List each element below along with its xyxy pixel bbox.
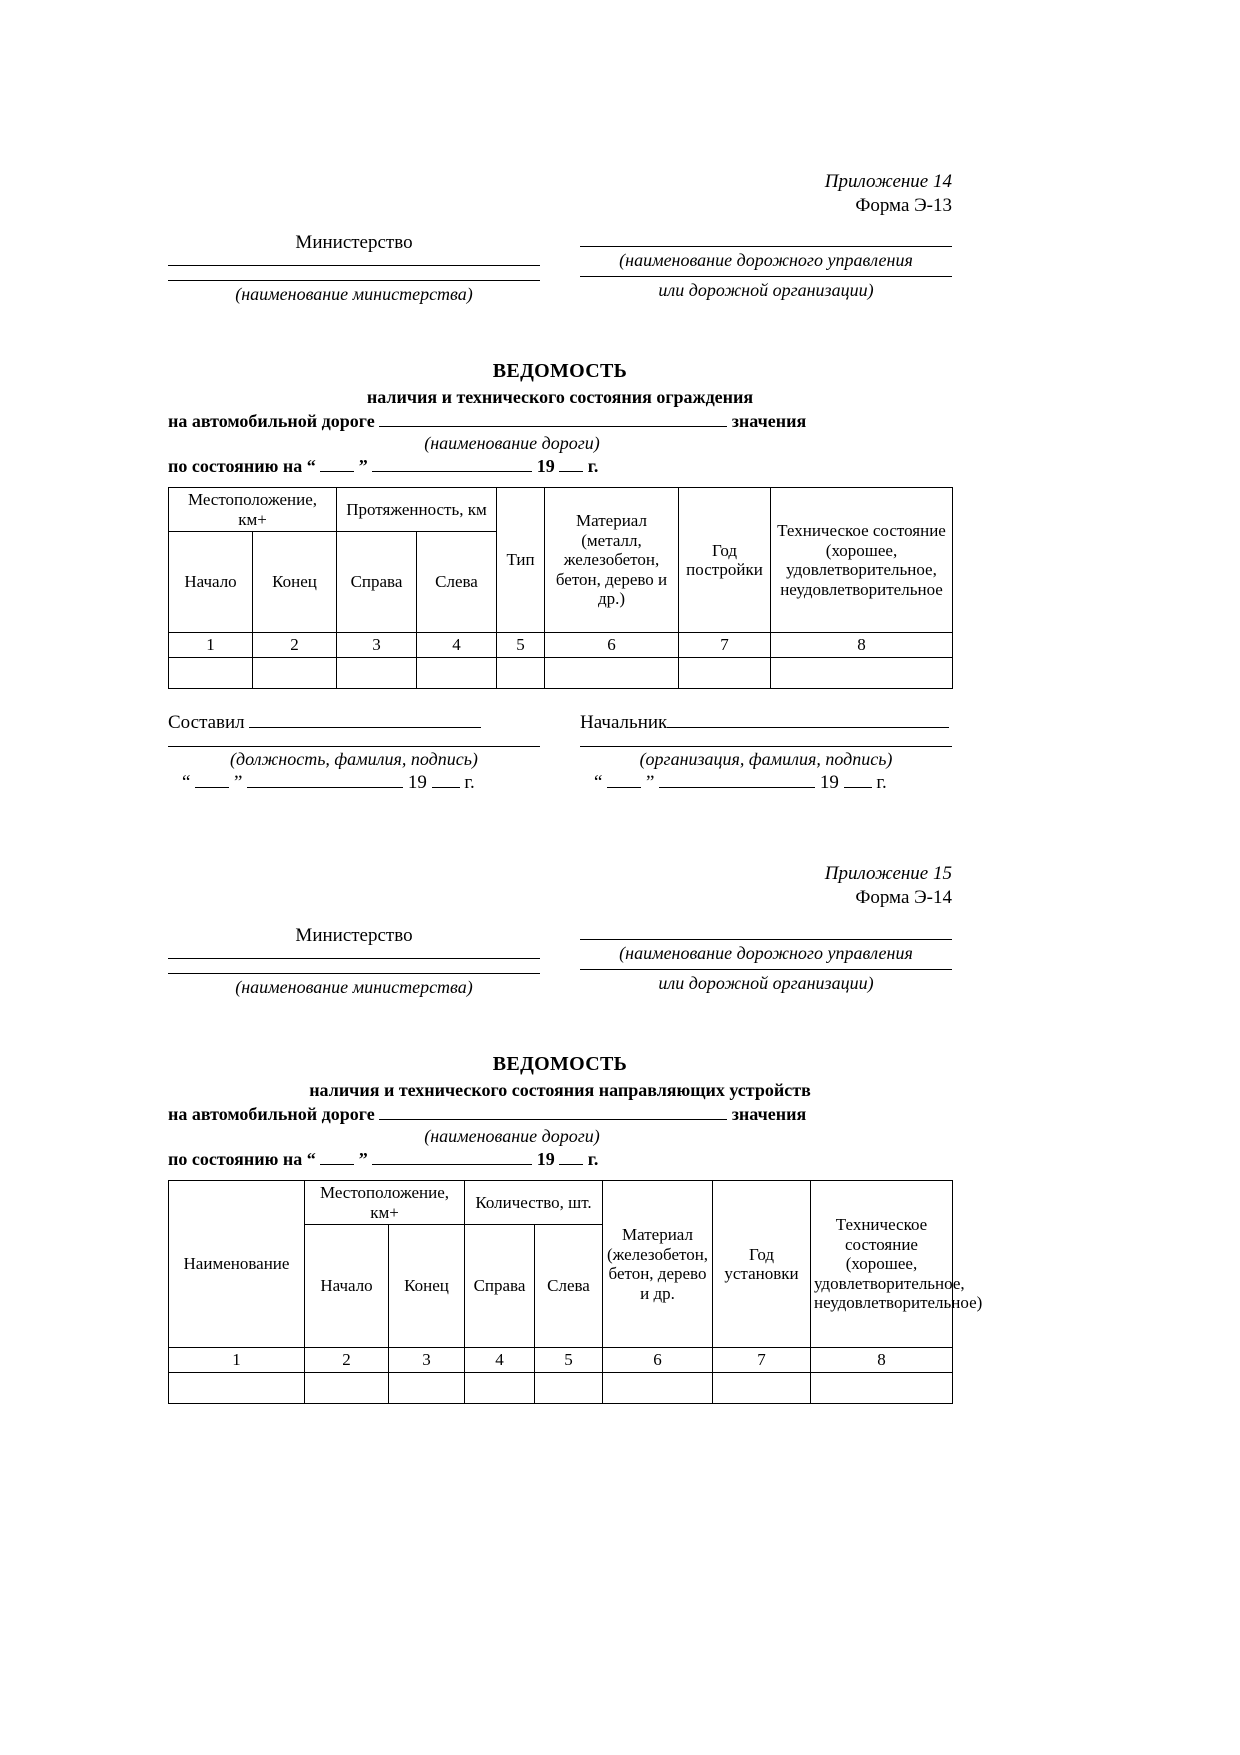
date-close-quote: ” [645, 772, 655, 793]
compiler-day-input[interactable] [195, 772, 229, 788]
header-right-2: Справа [465, 1225, 535, 1348]
header-condition-2: Техническое состояние (хорошее, удовлетворительное, неудовлетворительное) [811, 1181, 953, 1348]
chief-label: Начальник [580, 712, 668, 733]
form-number-2: Форма Э-14 [855, 887, 952, 909]
road-name-caption-2: (наименование дороги) [424, 1126, 600, 1146]
road-name-line-2 [168, 1104, 952, 1125]
date-open-quote: “ [594, 772, 603, 793]
table-cell[interactable] [305, 1373, 389, 1404]
state-year-suffix-1: г. [587, 456, 599, 476]
signature-block-1 [168, 712, 952, 794]
state-prefix-label-2: по состоянию на “ [168, 1149, 316, 1169]
compiler-date-line [168, 770, 540, 794]
table-cell[interactable] [389, 1373, 465, 1404]
header-material-1: Материал (металл, железобетон, бетон, дерево и др.) [545, 488, 679, 633]
state-month-input-1[interactable] [372, 456, 532, 472]
col-number: 1 [169, 633, 253, 658]
road-suffix-label-2: значения [731, 1104, 807, 1124]
guiding-devices-inventory-table [168, 1180, 983, 1404]
road-prefix-label-2: на автомобильной дороге [168, 1104, 375, 1124]
col-number: 2 [305, 1348, 389, 1373]
col-number: 8 [771, 633, 953, 658]
compiler-line [168, 712, 540, 734]
ministry-rule-top-1 [168, 265, 540, 266]
state-date-line-1 [168, 456, 952, 477]
road-name-line-1 [168, 411, 952, 432]
table-cell[interactable] [337, 658, 417, 689]
authority-caption-line2-2: или дорожной организации) [658, 972, 874, 993]
table-cell[interactable] [713, 1373, 811, 1404]
road-authority-column-1 [580, 232, 952, 301]
col-number: 5 [535, 1348, 603, 1373]
chief-day-input[interactable] [607, 772, 641, 788]
road-authority-column-2 [580, 925, 952, 994]
header-build-year-1: Год постройки [679, 488, 771, 633]
table-header-row-group-1 [169, 488, 953, 532]
table-number-row-1 [169, 633, 953, 658]
ministry-rule-top-2 [168, 958, 540, 959]
header-start-2: Начало [305, 1225, 389, 1348]
col-number: 3 [337, 633, 417, 658]
state-day-input-1[interactable] [320, 456, 354, 472]
table-cell[interactable] [771, 658, 953, 689]
state-date-line-2 [168, 1149, 952, 1170]
road-name-input-2[interactable] [379, 1104, 727, 1120]
col-number: 8 [811, 1348, 953, 1373]
header-end-2: Конец [389, 1225, 465, 1348]
title-block-1 [168, 360, 952, 477]
state-year-input-1[interactable] [559, 456, 583, 472]
chief-year-input[interactable] [844, 772, 872, 788]
compiler-month-input[interactable] [247, 772, 403, 788]
col-number: 6 [603, 1348, 713, 1373]
header-location-1: Местоположение, км+ [169, 488, 337, 532]
ministry-label-1: Министерство [295, 232, 413, 253]
col-number: 7 [713, 1348, 811, 1373]
chief-date-line [580, 770, 952, 794]
appendix-block-1 [168, 170, 952, 219]
header-start-1: Начало [169, 532, 253, 633]
table-row[interactable] [169, 658, 953, 689]
state-quote-close-2: ” [358, 1149, 368, 1169]
header-end-1: Конец [253, 532, 337, 633]
table-cell[interactable] [811, 1373, 953, 1404]
date-open-quote: “ [182, 772, 191, 793]
table-cell[interactable] [545, 658, 679, 689]
ministry-column-2 [168, 925, 540, 999]
table-number-row-2 [169, 1348, 953, 1373]
table-cell[interactable] [603, 1373, 713, 1404]
chief-line [580, 712, 952, 734]
state-year-input-2[interactable] [559, 1149, 583, 1165]
state-day-input-2[interactable] [320, 1149, 354, 1165]
fence-inventory-table [168, 487, 953, 689]
table-wrapper-1 [168, 487, 952, 689]
table-cell[interactable] [465, 1373, 535, 1404]
col-number: 6 [545, 633, 679, 658]
title-block-2 [168, 1053, 952, 1170]
document-subtitle-2: наличия и технического состояния направляющих устройств [309, 1080, 811, 1100]
header-install-year-2: Год установки [713, 1181, 811, 1348]
signature-compiler-column [168, 712, 540, 794]
org-header-2 [168, 925, 952, 999]
col-number: 2 [253, 633, 337, 658]
header-location-2: Местоположение, км+ [305, 1181, 465, 1225]
appendix-block-2 [168, 862, 952, 911]
table-header-row-group-2 [169, 1181, 953, 1225]
table-cell[interactable] [253, 658, 337, 689]
chief-caption: (организация, фамилия, подпись) [639, 749, 893, 769]
col-number: 3 [389, 1348, 465, 1373]
form-number-1: Форма Э-13 [855, 195, 952, 217]
signature-chief-column [580, 712, 952, 794]
col-number: 4 [417, 633, 497, 658]
document-subtitle-1: наличия и технического состояния ограждения [366, 387, 754, 407]
state-prefix-label-1: по состоянию на “ [168, 456, 316, 476]
col-number: 7 [679, 633, 771, 658]
appendix-number-1: Приложение 14 [824, 171, 952, 192]
authority-caption-line1-2: (наименование дорожного управления [619, 943, 913, 963]
col-number: 1 [169, 1348, 305, 1373]
road-suffix-label-1: значения [731, 411, 807, 431]
state-year-suffix-2: г. [587, 1149, 599, 1169]
state-year-label-1: 19 [536, 456, 555, 476]
table-cell[interactable] [417, 658, 497, 689]
col-number: 4 [465, 1348, 535, 1373]
state-quote-close-1: ” [358, 456, 368, 476]
chief-month-input[interactable] [659, 772, 815, 788]
compiler-label: Составил [168, 712, 245, 733]
header-quantity-2: Количество, шт. [465, 1181, 603, 1225]
authority-caption-line2-1: или дорожной организации) [658, 279, 874, 300]
header-type-1: Тип [497, 488, 545, 633]
compiler-year-label: 19 [407, 772, 427, 793]
road-prefix-label-1: на автомобильной дороге [168, 411, 375, 431]
header-material-2: Материал (железобетон, бетон, дерево и др. [603, 1181, 713, 1348]
chief-year-label: 19 [819, 772, 839, 793]
org-header-1 [168, 232, 952, 306]
compiler-input[interactable] [249, 712, 481, 728]
ministry-caption-2: (наименование министерства) [235, 977, 473, 997]
header-length-1: Протяженность, км [337, 488, 497, 532]
document-title-2: ВЕДОМОСТЬ [492, 1053, 628, 1075]
road-name-input-1[interactable] [379, 411, 727, 427]
authority-caption-line1-1: (наименование дорожного управления [619, 250, 913, 270]
table-row[interactable] [169, 1373, 953, 1404]
appendix-number-2: Приложение 15 [824, 863, 952, 884]
date-close-quote: ” [233, 772, 243, 793]
compiler-year-suffix: г. [464, 772, 475, 793]
header-left-2: Слева [535, 1225, 603, 1348]
header-right-1: Справа [337, 532, 417, 633]
header-name-2: Наименование [169, 1181, 305, 1348]
road-name-caption-1: (наименование дороги) [424, 433, 600, 453]
table-cell[interactable] [169, 658, 253, 689]
chief-year-suffix: г. [876, 772, 887, 793]
ministry-label-2: Министерство [295, 925, 413, 946]
compiler-caption: (должность, фамилия, подпись) [230, 749, 478, 769]
table-cell[interactable] [169, 1373, 305, 1404]
col-number: 5 [497, 633, 545, 658]
ministry-caption-1: (наименование министерства) [235, 284, 473, 304]
header-left-1: Слева [417, 532, 497, 633]
header-condition-1: Техническое состояние (хорошее, удовлетворительное, неудовлетворительное [771, 488, 953, 633]
ministry-column-1 [168, 232, 540, 306]
table-wrapper-2 [168, 1180, 983, 1404]
state-year-label-2: 19 [536, 1149, 555, 1169]
chief-input[interactable] [667, 712, 949, 728]
table-cell[interactable] [679, 658, 771, 689]
table-cell[interactable] [497, 658, 545, 689]
state-month-input-2[interactable] [372, 1149, 532, 1165]
document-title-1: ВЕДОМОСТЬ [492, 360, 628, 382]
table-cell[interactable] [535, 1373, 603, 1404]
compiler-year-input[interactable] [432, 772, 460, 788]
